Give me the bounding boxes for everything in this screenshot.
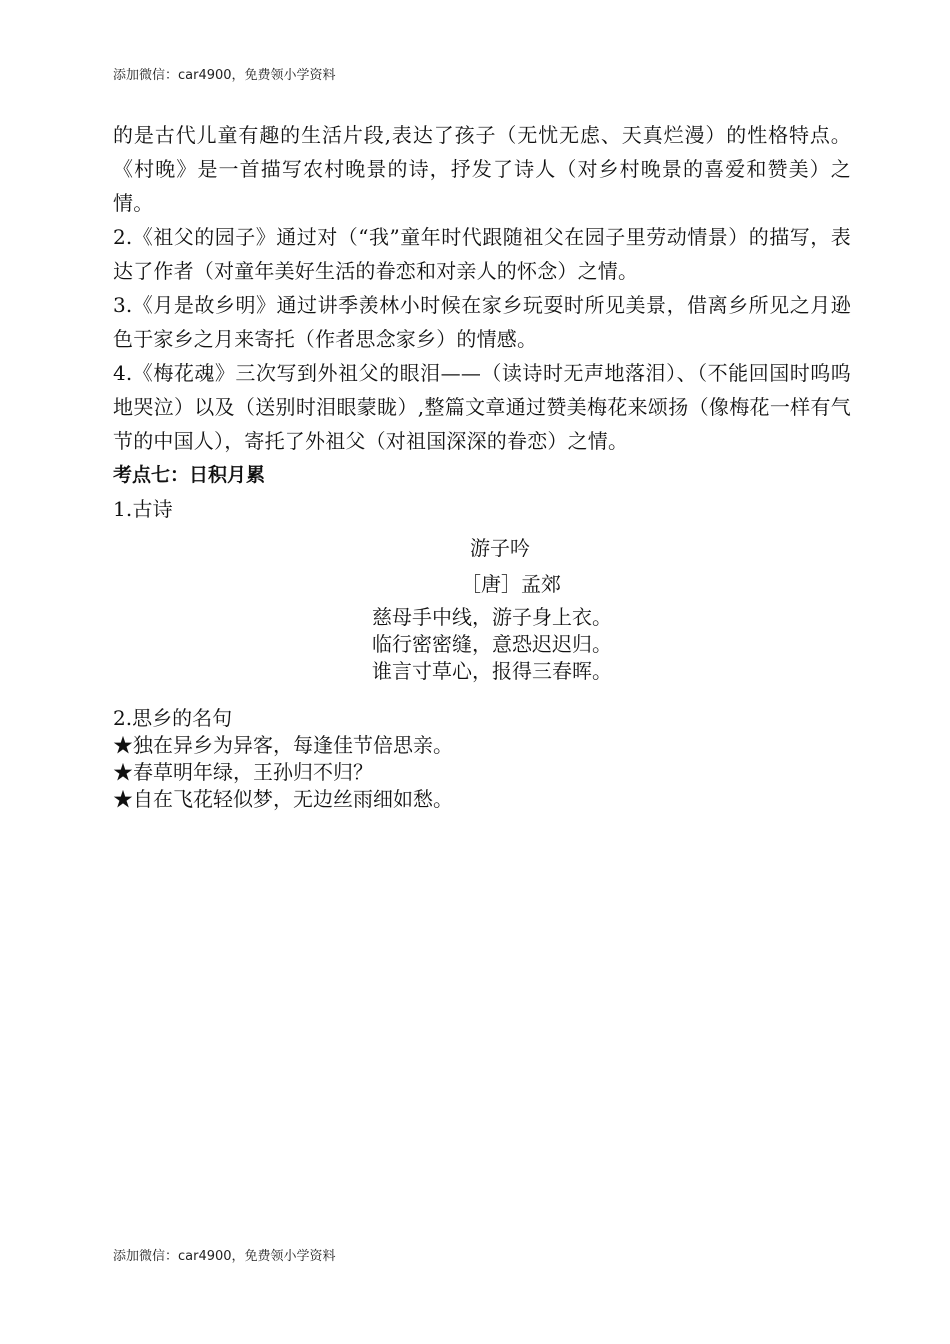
paragraph: 4.《梅花魂》三次写到外祖父的眼泪——（读诗时无声地落泪）、（不能回国时呜呜地哭泣）以及（送别时泪眼蒙眬）,整篇文章通过赞美梅花来颂扬（像梅花一样有气节的中国人），寄托了外祖父（对祖国深深的眷恋）之情。 bbox=[113, 361, 851, 453]
poem-line: 谁言寸草心，报得三春晖。 bbox=[372, 659, 612, 683]
section-heading: 考点七：日积月累 bbox=[113, 464, 266, 486]
subheading-homesick-quotes: 2.思乡的名句 bbox=[113, 706, 233, 730]
paragraph: 的是古代儿童有趣的生活片段,表达了孩子（无忧无虑、天真烂漫）的性格特点。《村晚》是一首描写农村晚景的诗，抒发了诗人（对乡村晚景的喜爱和赞美）之情。 bbox=[113, 123, 851, 215]
poem-title: 游子吟 bbox=[470, 536, 530, 560]
document-body bbox=[113, 118, 851, 526]
footer-note: 添加微信：car4900，免费领小学资料 bbox=[113, 1249, 336, 1264]
poem-author: ［唐］孟郊 bbox=[461, 572, 561, 596]
quote-item: ★春草明年绿，王孙归不归？ bbox=[113, 760, 373, 784]
poem-line: 临行密密缝，意恐迟迟归。 bbox=[372, 632, 612, 656]
subheading-ancient-poem: 1.古诗 bbox=[113, 497, 173, 521]
paragraph: 2.《祖父的园子》通过对（“我”童年时代跟随祖父在园子里劳动情景）的描写，表达了作者（对童年美好生活的眷恋和对亲人的怀念）之情。 bbox=[113, 225, 851, 283]
header-note: 添加微信：car4900，免费领小学资料 bbox=[113, 68, 336, 83]
quotes-section bbox=[113, 705, 453, 813]
paragraph: 3.《月是故乡明》通过讲季羡林小时候在家乡玩耍时所见美景，借离乡所见之月逊色于家乡之月来寄托（作者思念家乡）的情感。 bbox=[113, 293, 851, 351]
poem-line: 慈母手中线，游子身上衣。 bbox=[372, 605, 612, 629]
quote-item: ★自在飞花轻似梦，无边丝雨细如愁。 bbox=[113, 787, 453, 811]
poem-lines bbox=[372, 604, 612, 685]
quote-item: ★独在异乡为异客，每逢佳节倍思亲。 bbox=[113, 733, 453, 757]
